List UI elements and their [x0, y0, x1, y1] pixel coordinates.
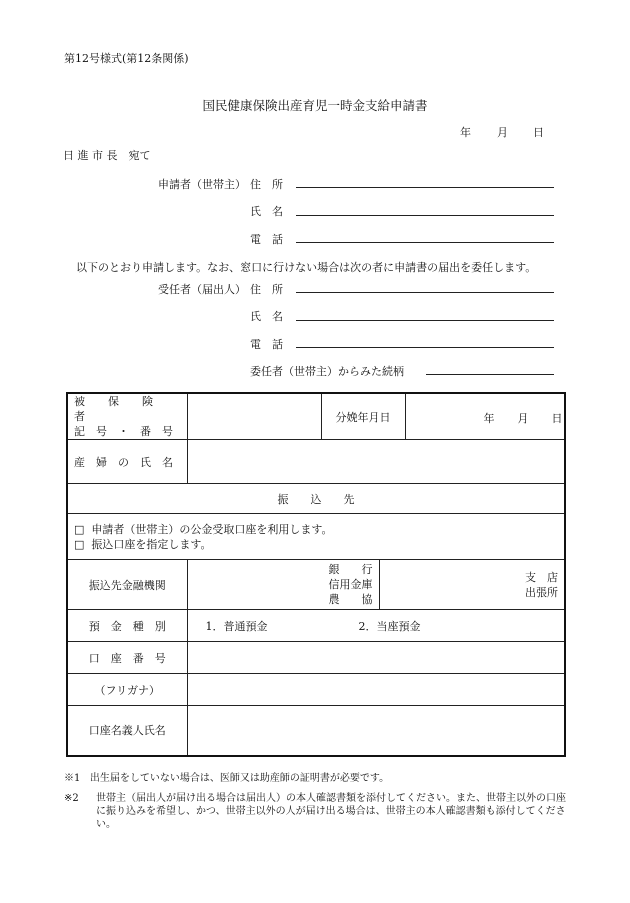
- page-title: 国民健康保険出産育児一時金支給申請書: [202, 98, 428, 113]
- applicant-name-field[interactable]: [296, 215, 554, 216]
- form-number: 第12号様式(第12条関係): [64, 52, 189, 65]
- deposit-option-checking[interactable]: 2．当座預金: [358, 619, 421, 633]
- insured-number-label: 被 保 険 者 記 号 ・ 番 号: [67, 393, 187, 440]
- mother-name-field[interactable]: [187, 440, 565, 484]
- agent-name-field[interactable]: [296, 320, 554, 321]
- branch-name-field[interactable]: 支 店 出張所: [379, 560, 565, 610]
- date-year: 年: [460, 126, 471, 139]
- bank-label: 振込先金融機関: [67, 560, 187, 610]
- applicant-name-label: 氏 名: [250, 205, 283, 218]
- checkbox-icon[interactable]: □: [74, 537, 85, 551]
- birth-date-field[interactable]: [405, 393, 565, 440]
- applicant-address-field[interactable]: [296, 187, 554, 188]
- date-day: 日: [533, 126, 544, 139]
- account-number-label: 口 座 番 号: [67, 642, 187, 674]
- account-holder-field[interactable]: [187, 706, 565, 756]
- birth-year-label: 年: [483, 412, 495, 425]
- checkbox-icon[interactable]: □: [74, 522, 85, 536]
- deposit-type-field[interactable]: [187, 610, 565, 642]
- furigana-field[interactable]: [187, 674, 565, 706]
- birth-date-label: 分娩年月日: [321, 393, 405, 440]
- agent-relation-field[interactable]: [426, 374, 554, 375]
- mother-name-label: 産 婦 の 氏 名: [67, 440, 187, 484]
- deposit-type-label: 預 金 種 別: [67, 610, 187, 642]
- date-month: 月: [497, 126, 508, 139]
- agent-address-label: 住 所: [250, 283, 283, 296]
- applicant-phone-field[interactable]: [296, 242, 554, 243]
- birth-day-label: 日: [551, 412, 563, 425]
- applicant-address-label: 住 所: [250, 178, 283, 191]
- application-table: [66, 392, 566, 757]
- birth-month-label: 月: [517, 412, 529, 425]
- option-specify-account[interactable]: □ 振込口座を指定します。: [74, 537, 212, 551]
- agent-name-label: 氏 名: [250, 310, 283, 323]
- account-number-field[interactable]: [187, 642, 565, 674]
- agent-phone-label: 電 話: [250, 338, 283, 351]
- option-public-account[interactable]: □ 申請者（世帯主）の公金受取口座を利用します。: [74, 522, 333, 536]
- deposit-option-ordinary[interactable]: 1．普通預金: [205, 619, 268, 633]
- bank-name-field[interactable]: 銀 行 信用金庫 農 協: [187, 560, 379, 610]
- account-holder-label: 口座名義人氏名: [67, 706, 187, 756]
- agent-relation-label: 委任者（世帯主）からみた続柄: [250, 365, 404, 378]
- agent-phone-field[interactable]: [296, 347, 554, 348]
- agent-address-field[interactable]: [296, 292, 554, 293]
- note-1: ※1 出生届をしていない場合は、医師又は助産師の証明書が必要です。: [64, 773, 390, 784]
- transfer-options: [67, 514, 565, 560]
- transfer-header: 振 込 先: [67, 484, 565, 514]
- applicant-role: 申請者（世帯主）: [158, 178, 246, 191]
- insured-number-field[interactable]: [187, 393, 321, 440]
- delegation-text: 以下のとおり申請します。なお、窓口に行けない場合は次の者に申請書の届出を委任します。: [76, 261, 537, 274]
- furigana-label: （フリガナ）: [67, 674, 187, 706]
- addressee: 日 進 市 長 宛て: [63, 149, 151, 162]
- applicant-phone-label: 電 話: [250, 233, 283, 246]
- note-2-text: 世帯主（届出人が届け出る場合は届出人）の本人確認書類を添付してください。また、世帯主以外の口座に振り込みを希望し、かつ、世帯主以外の人が届け出る場合は、世帯主の本人確認書類も添付してください。: [96, 793, 566, 830]
- note-2-mark: ※2: [64, 793, 79, 804]
- agent-role: 受任者（届出人）: [158, 283, 246, 296]
